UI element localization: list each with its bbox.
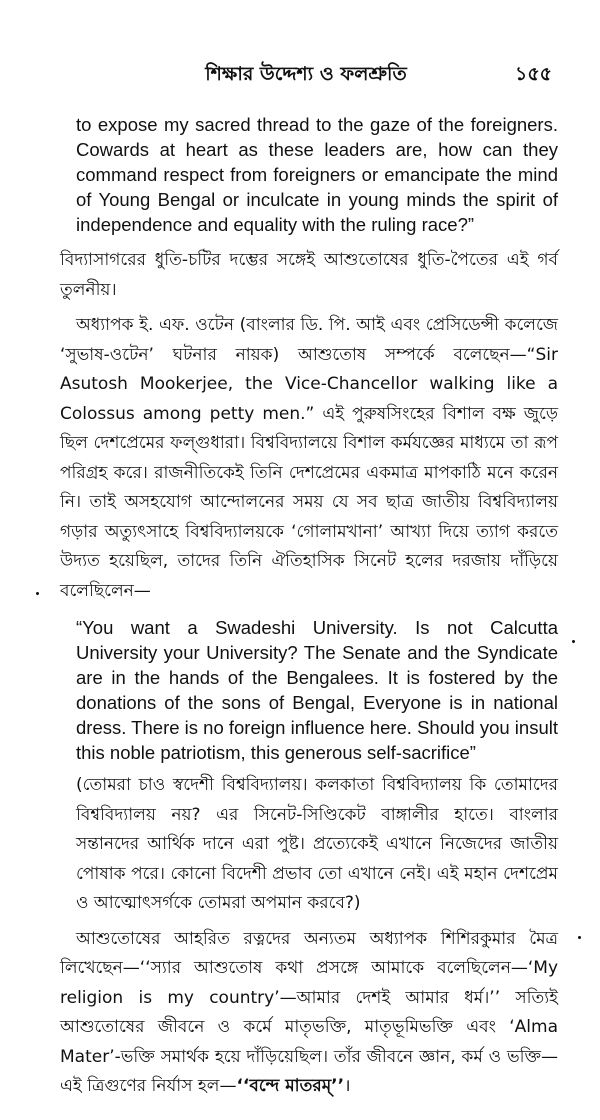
ink-speck-right: [572, 640, 575, 643]
ink-speck-right-lower: [578, 936, 581, 939]
ink-speck-left: [36, 592, 39, 595]
paragraph-maitra: [60, 925, 558, 1102]
paragraph-oaten: অধ্যাপক ই. এফ. ওটেন (বাংলার ডি. পি. আই এবং প্রেসিডেন্সী কলেজে ‘সুভাষ-ওটেন’ ঘটনার নায়ক) আশুতোষ সম্পর্কে বলেছেন—“Sir Asutosh Mookerjee, the Vice-Chancellor walking like a Colossus among petty men.” এই পুরুষসিংহের বিশাল বক্ষ জুড়ে ছিল দেশপ্রেমের ফল্গুধারা। বিশ্ববিদ্যালয়ে বিশাল কর্মযজ্ঞের মাধ্যমে তা রূপ পরিগ্রহ করে। রাজনীতিকেই তিনি দেশপ্রেমের একমাত্র মাপকাঠি মনে করেন নি। তাই অসহযোগ আন্দোলনের সময় যে সব ছাত্র জাতীয় বিশ্ববিদ্যালয় গড়ার অত্যুৎসাহে বিশ্ববিদ্যালয়কে ‘গোলামখানা’ আখ্যা দিয়ে ত্যাগ করতে উদ্যত হয়েছিল, তাদের তিনি ঐতিহাসিক সিনেট হলের দরজায় দাঁড়িয়ে বলেছিলেন—: [60, 315, 558, 601]
paragraph-maitra-end: ।: [344, 1076, 351, 1096]
page-header: [60, 60, 552, 96]
page-body: [60, 112, 558, 1102]
paragraph-maitra-text: আশুতোষের আহরিত রত্নদের অন্যতম অধ্যাপক শিশিরকুমার মৈত্র লিখেছেন—‘‘স্যার আশুতোষ কথা প্রসঙ্গে আমাকে বলেছিলেন—‘My religion is my country’—আমার দেশই আমার ধর্ম।’’ সত্যিই আশুতোষের জীবনে ও কর্মে মাতৃভক্তি, মাতৃভূমিভক্তি এবং ‘Alma Mater’-ভক্তি সমার্থক হয়ে দাঁড়িয়েছিল। তাঁর জীবনে জ্ঞান, কর্ম ও ভক্তি—এই ত্রিগুণের নির্যাস হল—: [60, 928, 558, 1096]
quote-swadeshi-university: “You want a Swadeshi University. Is not Calcutta University your University? The Senate and the Syndicate are in the hands of the Bengalees. It is fostered by the donations of the sons of Bengal, Everyone is in national dress. There is no foreign influence here. Should you insult this noble patriotism, this generous self-sacrifice”: [76, 617, 558, 763]
bengali-translation: (তোমরা চাও স্বদেশী বিশ্ববিদ্যালয়। কলকাতা বিশ্ববিদ্যালয় কি তোমাদের বিশ্ববিদ্যালয় নয়? এর সিনেট-সিণ্ডিকেট বাঙ্গালীর হাতে। বাংলার সন্তানদের আর্থিক দানে এরা পুষ্ট। প্রত্যেকেই এখানে নিজেদের জাতীয় পোষাক পরে। কোনো বিদেশী প্রভাব তো এখানে নেই। এই মহান দেশপ্রেম ও আত্মোৎসর্গকে তোমরা অপমান করবে?): [76, 775, 558, 913]
paragraph-dhuti-comparison: বিদ্যাসাগরের ধুতি-চটির দম্ভের সঙ্গেই আশুতোষের ধুতি-পৈতের এই গর্ব তুলনীয়।: [60, 250, 558, 300]
quote-continuation: to expose my sacred thread to the gaze of the foreigners. Cowards at heart as these leaders are, how can they command respect from foreigners or emancipate the mind of Young Bengal or inculcate in young minds the spirit of independence and equality with the ruling race?”: [76, 114, 558, 235]
running-title: শিক্ষার উদ্দেশ্য ও ফলশ্রুতি: [205, 63, 407, 85]
bande-mataram-emphasis: ‘‘বন্দে মাতরম্’’: [236, 1076, 345, 1096]
page-number: ১৫৫: [515, 63, 552, 85]
